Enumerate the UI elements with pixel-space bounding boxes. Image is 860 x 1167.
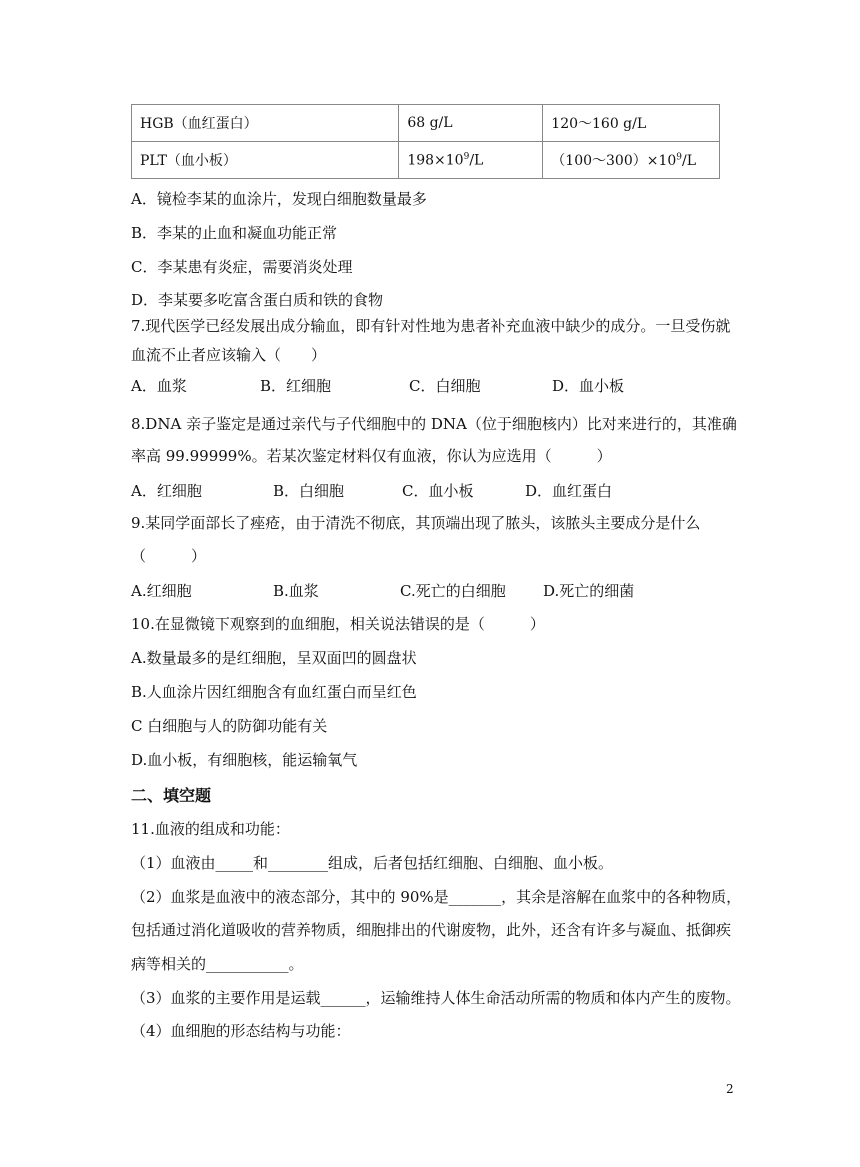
q9-stem-line1: 9.某同学面部长了痤疮，由于清洗不彻底，其顶端出现了脓头，该脓头主要成分是什么 [131, 514, 701, 532]
q10-option-a: A.数量最多的是红细胞，呈双面凹的圆盘状 [131, 649, 417, 667]
value-unit: /L [469, 152, 484, 169]
q10-stem: 10.在显微镜下观察到的血细胞，相关说法错误的是（ ） [131, 615, 545, 633]
q9-option-a: A.红细胞 [131, 582, 192, 600]
q8-stem-line1: 8.DNA 亲子鉴定是通过亲代与子代细胞中的 DNA（位于细胞核内）比对来进行的，其准确 [131, 415, 737, 433]
table-cell [399, 142, 543, 179]
q9-option-c: C.死亡的白细胞 [400, 582, 506, 600]
table-cell: 68 g/L [399, 105, 543, 142]
exponent: 9 [676, 152, 683, 163]
q8-option-d: D．血红蛋白 [525, 482, 613, 500]
q11-part3: （3）血浆的主要作用是运载______，运输维持人体生命活动所需的物质和体内产生的废物。 [131, 989, 741, 1007]
q10-option-c: C 白细胞与人的防御功能有关 [131, 717, 328, 735]
table-cell [543, 142, 720, 179]
q9-stem-line2: （ ） [131, 547, 207, 565]
q7-option-b: B．红细胞 [260, 377, 332, 395]
value-base: 198×10 [407, 152, 464, 169]
ref-unit: /L [682, 153, 697, 169]
q8-option-c: C．血小板 [402, 482, 474, 500]
q8-stem-line2: 率高 99.99999%。若某次鉴定材料仅有血液，你认为应选用（ ） [131, 447, 612, 465]
q7-stem-line1: 7.现代医学已经发展出成分输血，即有针对性地为患者补充血液中缺少的成分。一旦受伤就 [131, 317, 731, 335]
q10-option-d: D.血小板，有细胞核，能运输氧气 [131, 751, 358, 769]
q6-option-c: C．李某患有炎症，需要消炎处理 [131, 258, 353, 276]
q11-part2-line1: （2）血浆是血液中的液态部分，其中的 90%是_______，其余是溶解在血浆中的各种物质， [131, 888, 742, 906]
q11-part2-line2: 包括通过消化道吸收的营养物质，细胞排出的代谢废物，此外，还含有许多与凝血、抵御疾 [131, 921, 732, 939]
q6-option-d: D．李某要多吃富含蛋白质和铁的食物 [131, 291, 384, 309]
q8-option-b: B．白细胞 [273, 482, 345, 500]
table-cell: 120～160 g/L [543, 105, 720, 142]
section-heading: 二、填空题 [131, 786, 212, 805]
q8-option-a: A．红细胞 [131, 482, 202, 500]
q7-option-a: A．血浆 [131, 377, 187, 395]
q11-part4: （4）血细胞的形态结构与功能： [131, 1022, 351, 1040]
q6-option-a: A．镜检李某的血涂片，发现白细胞数量最多 [131, 190, 427, 208]
q7-stem-line2: 血流不止者应该输入（ ） [131, 346, 327, 364]
page-number: 2 [726, 1082, 734, 1096]
table-row [132, 105, 720, 142]
exponent: 9 [463, 151, 470, 162]
table-cell: HGB（血红蛋白） [132, 105, 399, 142]
q9-option-b: B.血浆 [273, 582, 319, 600]
q11-part2-line3: 病等相关的___________。 [131, 955, 304, 973]
q11-stem: 11.血液的组成和功能： [131, 820, 290, 838]
blood-test-table [131, 104, 720, 179]
ref-base: （100～300）×10 [551, 153, 677, 169]
q10-option-b: B.人血涂片因红细胞含有血红蛋白而呈红色 [131, 683, 417, 701]
table-row [132, 142, 720, 179]
q7-option-d: D．血小板 [552, 377, 625, 395]
q11-part1: （1）血液由_____和________组成，后者包括红细胞、白细胞、血小板。 [131, 854, 614, 872]
table-cell: PLT（血小板） [132, 142, 399, 179]
q7-option-c: C．白细胞 [409, 377, 481, 395]
q6-option-b: B．李某的止血和凝血功能正常 [131, 224, 338, 242]
q9-option-d: D.死亡的细菌 [543, 582, 635, 600]
